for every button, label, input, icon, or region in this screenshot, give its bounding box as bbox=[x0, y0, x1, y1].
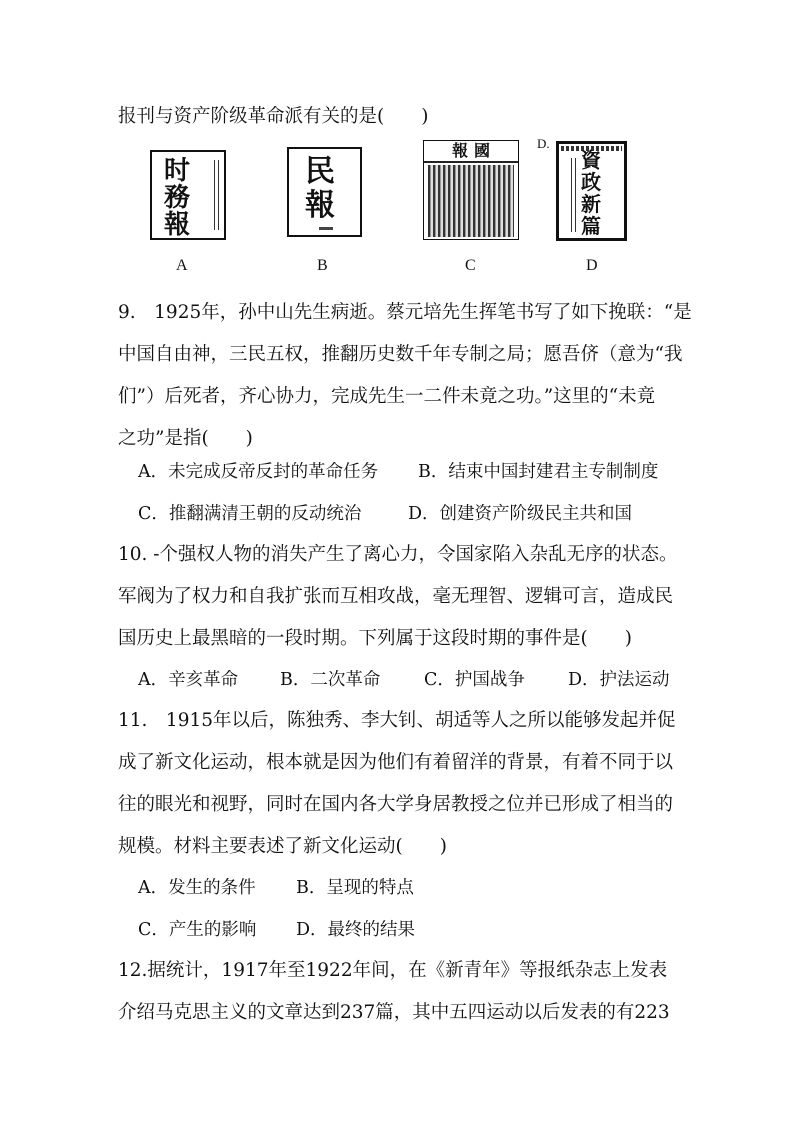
q11-line-2: 成了新文化运动，根本就是因为他们有着留洋的背景，有着不同于以 bbox=[118, 752, 674, 773]
newspaper-image-d bbox=[556, 141, 627, 241]
q10-line-2: 军阀为了权力和自我扩张而互相攻战，毫无理智、逻辑可言，造成民 bbox=[118, 586, 674, 607]
q9-line-4: 之功”是指( ) bbox=[118, 428, 253, 449]
image-b-label: B bbox=[317, 257, 328, 274]
newspaper-image-a bbox=[150, 150, 226, 240]
image-d-char-2: 政 bbox=[581, 170, 601, 194]
q11-line-4: 规模。材料主要表述了新文化运动( ) bbox=[118, 836, 447, 857]
q10-option-b: B．二次革命 bbox=[280, 670, 381, 690]
q11-line-3: 往的眼光和视野，同时在国内各大学身居教授之位并已形成了相当的 bbox=[118, 794, 674, 815]
image-d-char-4: 篇 bbox=[581, 214, 601, 238]
image-a-char-2: 務 bbox=[164, 183, 191, 213]
q11-option-d: D．最终的结果 bbox=[296, 920, 416, 940]
q10-option-a: A．辛亥革命 bbox=[138, 670, 239, 690]
newspaper-image-b bbox=[287, 147, 362, 237]
q10-option-c: C．护国战争 bbox=[424, 670, 525, 690]
image-d-char-3: 新 bbox=[581, 192, 601, 216]
image-d-label: D bbox=[586, 257, 598, 274]
q11-option-b: B．呈现的特点 bbox=[296, 878, 414, 898]
image-c-char-2: 國 bbox=[474, 141, 491, 160]
image-b-char-2: 報 bbox=[305, 188, 335, 223]
q9-line-3: 们”）后死者，齐心协力，完成先生一二件未竟之功。”这里的“未竟 bbox=[118, 386, 656, 407]
q12-line-2: 介绍马克思主义的文章达到237篇，其中五四运动以后发表的有223 bbox=[118, 1002, 670, 1023]
image-a-label: A bbox=[176, 257, 188, 274]
q9-line-2: 中国自由神，三民五权，推翻历史数千年专制之局；愿吾侪（意为“我 bbox=[118, 344, 683, 365]
q10-line-1: 10. -个强权人物的消失产生了离心力，令国家陷入杂乱无序的状态。 bbox=[118, 544, 678, 565]
newspaper-image-c bbox=[423, 140, 519, 240]
q11-option-c: C．产生的影响 bbox=[138, 920, 257, 940]
image-a-char-3: 報 bbox=[164, 210, 191, 240]
q11-line-1: 11. 1915年以后，陈独秀、李大钊、胡适等人之所以能够发起并促 bbox=[118, 710, 676, 731]
image-d-char-1: 資 bbox=[581, 148, 601, 172]
q11-option-a: A．发生的条件 bbox=[138, 878, 256, 898]
q9-line-1: 9. 1925年，孙中山先生病逝。蔡元培先生挥笔书写了如下挽联：“是 bbox=[118, 302, 692, 323]
q9-option-a: A．未完成反帝反封的革命任务 bbox=[138, 462, 379, 482]
image-c-label: C bbox=[465, 257, 476, 274]
q12-line-1: 12.据统计，1917年至1922年间，在《新青年》等报纸杂志上发表 bbox=[118, 960, 668, 981]
q9-option-c: C．推翻满清王朝的反动统治 bbox=[138, 504, 362, 524]
image-a-char-1: 时 bbox=[164, 156, 191, 186]
image-c-char-1: 報 bbox=[452, 141, 469, 160]
q10-option-d: D．护法运动 bbox=[568, 670, 670, 690]
image-b-char-1: 民 bbox=[305, 154, 335, 189]
q9-option-b: B．结束中国封建君主专制制度 bbox=[418, 462, 659, 482]
image-d-prefix: D. bbox=[537, 136, 550, 151]
q9-option-d: D．创建资产阶级民主共和国 bbox=[408, 504, 633, 524]
q8-stem: 报刊与资产阶级革命派有关的是( ) bbox=[118, 106, 429, 127]
q10-line-3: 国历史上最黑暗的一段时期。下列属于这段时期的事件是( ) bbox=[118, 628, 632, 649]
